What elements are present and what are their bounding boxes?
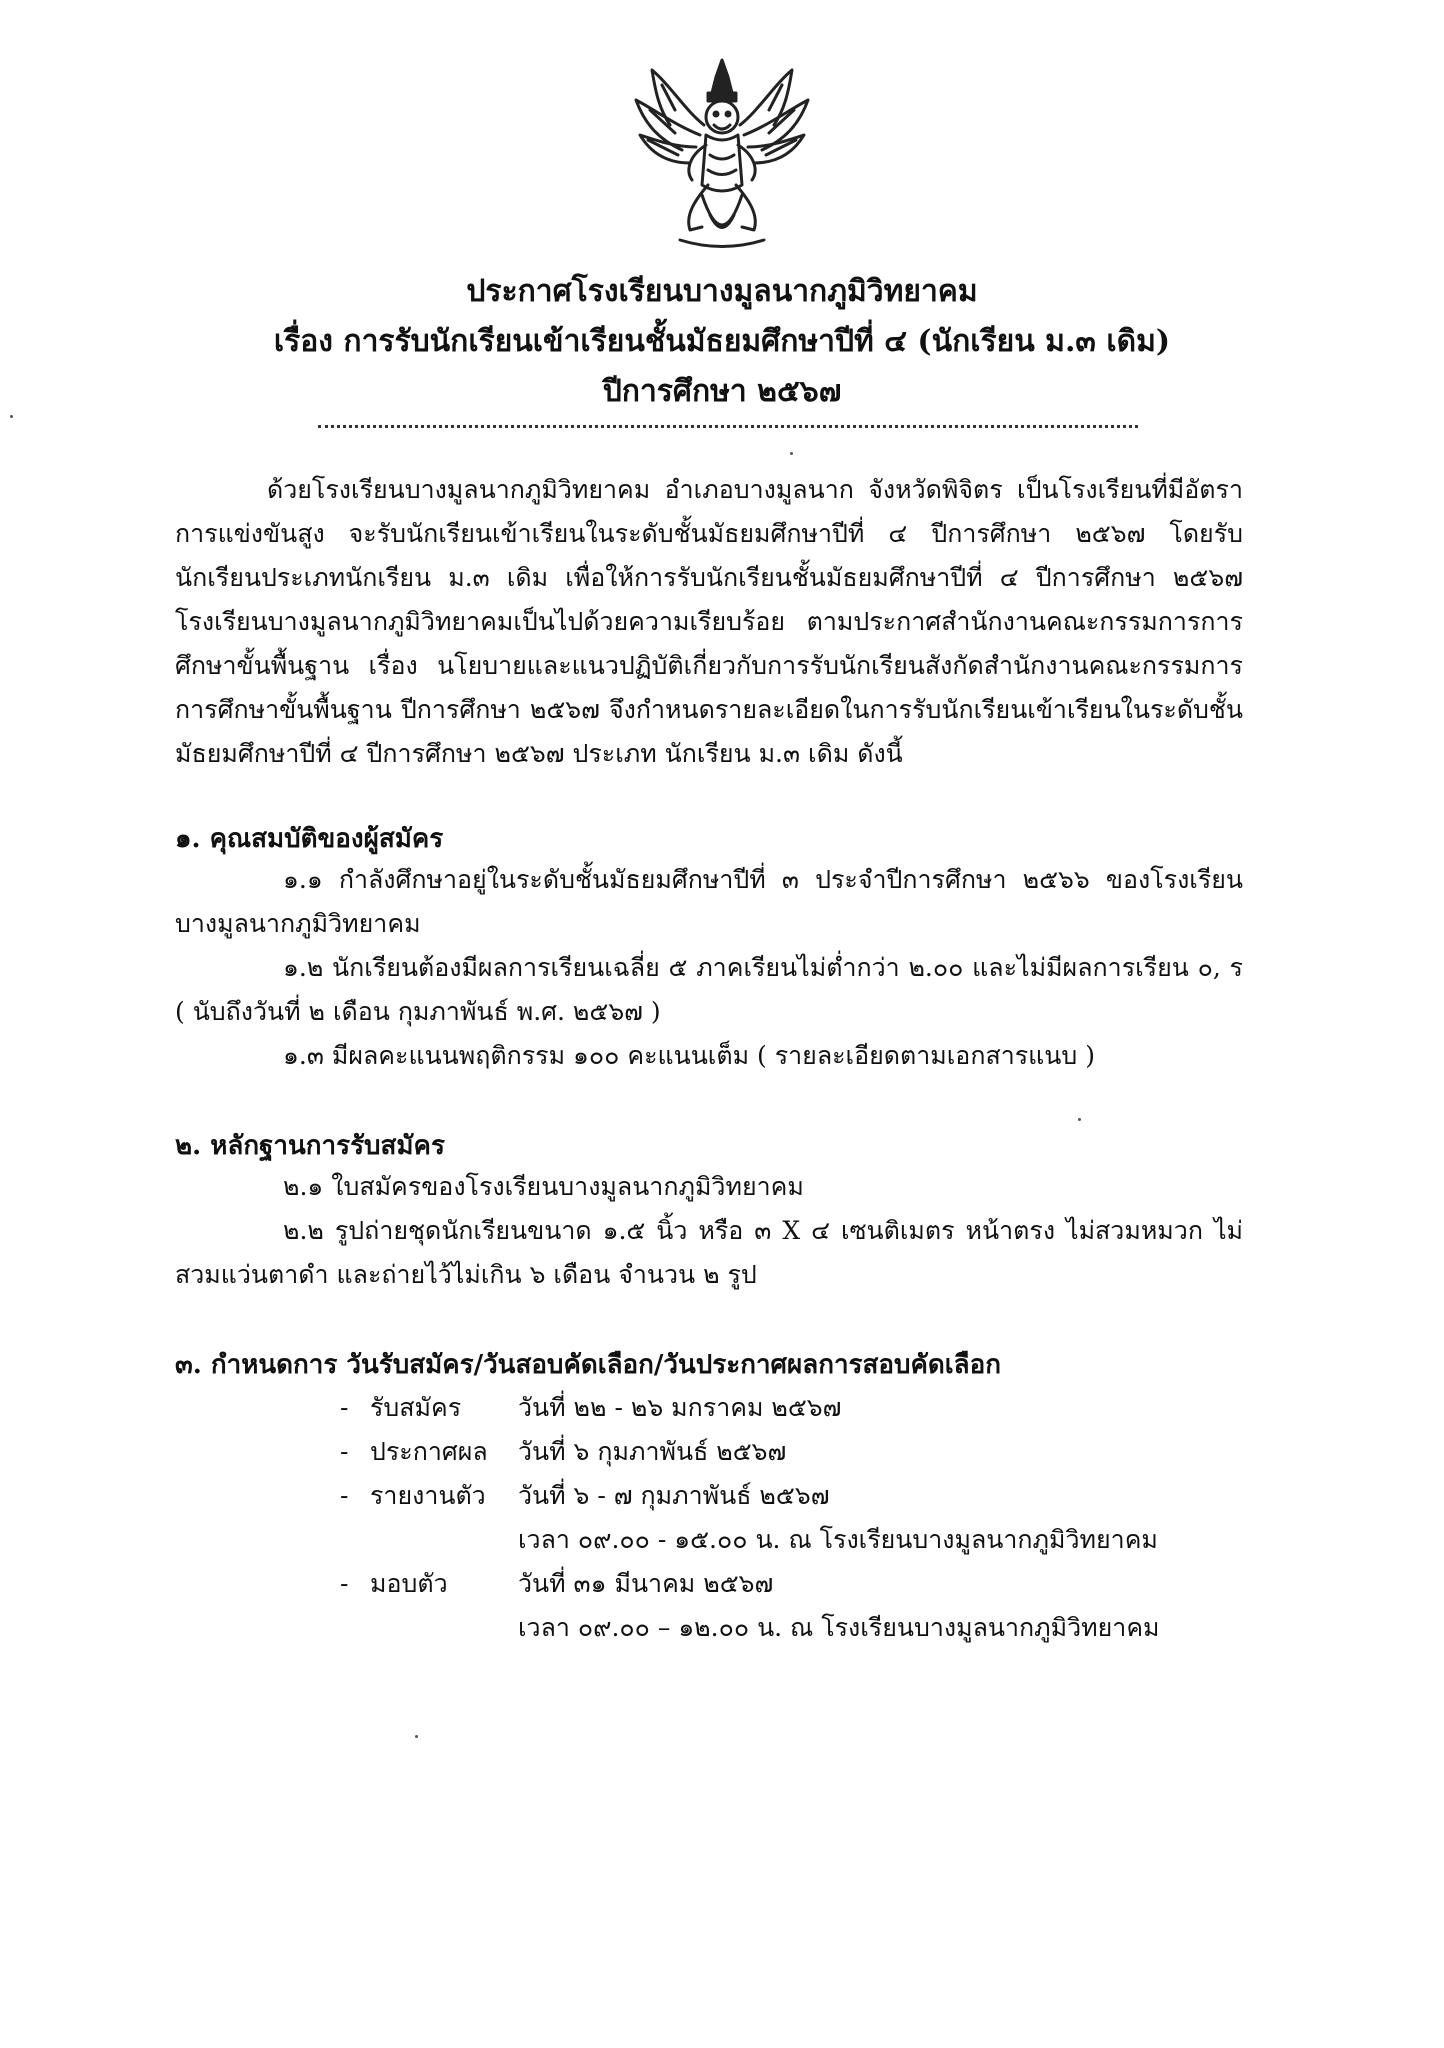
document-item: ๒.๒ รูปถ่ายชุดนักเรียนขนาด ๑.๕ นิ้ว หรือ ๓ X ๔ เซนติเมตร หน้าตรง ไม่สวมหมวก ไม่สวมแว่นตาดำ และถ่ายไว้ไม่เกิน ๖ เดือน จำนวน ๒ รูป <box>175 1216 1243 1289</box>
schedule-row <box>340 1518 1160 1562</box>
qualification-item: ๑.๑ กำลังศึกษาอยู่ในระดับชั้นมัธยมศึกษาปีที่ ๓ ประจำปีการศึกษา ๒๕๖๖ ของโรงเรียนบางมูลนากภูมิวิทยาคม <box>175 865 1243 938</box>
section-qualifications-title: ๑. คุณสมบัติของผู้สมัคร <box>175 824 444 854</box>
section-schedule-title: ๓. กำหนดการ วันรับสมัคร/วันสอบคัดเลือก/วันประกาศผลการสอบคัดเลือก <box>175 1350 1001 1380</box>
schedule-row <box>340 1386 1160 1430</box>
scan-speck <box>415 1735 418 1738</box>
document-item: ๒.๑ ใบสมัครของโรงเรียนบางมูลนากภูมิวิทยาคม <box>283 1172 804 1201</box>
schedule-value: วันที่ ๒๒ - ๒๖ มกราคม ๒๕๖๗ <box>518 1393 842 1422</box>
schedule-dash: - <box>340 1437 349 1466</box>
schedule-value: วันที่ ๓๑ มีนาคม ๒๕๖๗ <box>518 1569 774 1598</box>
schedule-dash <box>340 1518 370 1562</box>
qualification-item: ๑.๒ นักเรียนต้องมีผลการเรียนเฉลี่ย ๕ ภาคเรียนไม่ต่ำกว่า ๒.๐๐ และไม่มีผลการเรียน ๐, ร ( นับถึงวันที่ ๒ เดือน กุมภาพันธ์ พ.ศ. ๒๕๖๗ ) <box>175 953 1243 1026</box>
schedule-label: รายงานตัว <box>370 1481 486 1510</box>
schedule-row <box>340 1430 1160 1474</box>
schedule-row <box>340 1606 1160 1650</box>
section-documents-title: ๒. หลักฐานการรับสมัคร <box>175 1131 445 1161</box>
schedule-row <box>340 1562 1160 1606</box>
schedule-dash: - <box>340 1569 349 1598</box>
schedule-dash <box>340 1606 370 1650</box>
schedule-list <box>340 1386 1160 1650</box>
scan-speck <box>10 415 13 418</box>
schedule-value: วันที่ ๖ กุมภาพันธ์ ๒๕๖๗ <box>518 1437 787 1466</box>
schedule-row <box>340 1474 1160 1518</box>
schedule-dash: - <box>340 1393 349 1422</box>
schedule-label <box>370 1518 518 1562</box>
scan-speck <box>1078 1118 1081 1121</box>
schedule-value: เวลา ๐๙.๐๐ - ๑๕.๐๐ น. ณ โรงเรียนบางมูลนากภูมิวิทยาคม <box>518 1525 1158 1554</box>
schedule-value: วันที่ ๖ - ๗ กุมภาพันธ์ ๒๕๖๗ <box>518 1481 830 1510</box>
announcement-title: ประกาศโรงเรียนบางมูลนากภูมิวิทยาคม <box>466 274 978 309</box>
announcement-subject: เรื่อง การรับนักเรียนเข้าเรียนชั้นมัธยมศึกษาปีที่ ๔ (นักเรียน ม.๓ เดิม) <box>273 324 1171 359</box>
schedule-label: มอบตัว <box>370 1569 448 1598</box>
scan-speck <box>790 452 793 455</box>
schedule-dash: - <box>340 1481 349 1510</box>
schedule-label: ประกาศผล <box>370 1437 488 1466</box>
garuda-emblem-icon <box>630 55 815 255</box>
intro-paragraph: ด้วยโรงเรียนบางมูลนากภูมิวิทยาคม อำเภอบางมูลนาก จังหวัดพิจิตร เป็นโรงเรียนที่มีอัตราการแข่งขันสูง จะรับนักเรียนเข้าเรียนในระดับชั้นมัธยมศึกษาปีที่ ๔ ปีการศึกษา ๒๕๖๗ โดยรับนักเรียนประเภทนักเรียน ม.๓ เดิม เพื่อให้การรับนักเรียนชั้นมัธยมศึกษาปีที่ ๔ ปีการศึกษา ๒๕๖๗ โรงเรียนบางมูลนากภูมิวิทยาคมเป็นไปด้วยความเรียบร้อย ตามประกาศสำนักงานคณะกรรมการการศึกษาขั้นพื้นฐาน เรื่อง นโยบายและแนวปฏิบัติเกี่ยวกับการรับนักเรียนสังกัดสำนักงานคณะกรรมการการศึกษาขั้นพื้นฐาน ปีการศึกษา ๒๕๖๗ จึงกำหนดรายละเอียดในการรับนักเรียนเข้าเรียนในระดับชั้นมัธยมศึกษาปีที่ ๔ ปีการศึกษา ๒๕๖๗ ประเภท นักเรียน ม.๓ เดิม ดังนี้ <box>175 475 1243 768</box>
schedule-label <box>370 1606 518 1650</box>
dotted-divider <box>318 425 1138 428</box>
schedule-label: รับสมัคร <box>370 1393 462 1422</box>
schedule-value: เวลา ๐๙.๐๐ – ๑๒.๐๐ น. ณ โรงเรียนบางมูลนากภูมิวิทยาคม <box>518 1613 1160 1642</box>
qualification-item: ๑.๓ มีผลคะแนนพฤติกรรม ๑๐๐ คะแนนเต็ม ( รายละเอียดตามเอกสารแนบ ) <box>283 1041 1095 1070</box>
academic-year: ปีการศึกษา ๒๕๖๗ <box>602 374 842 409</box>
